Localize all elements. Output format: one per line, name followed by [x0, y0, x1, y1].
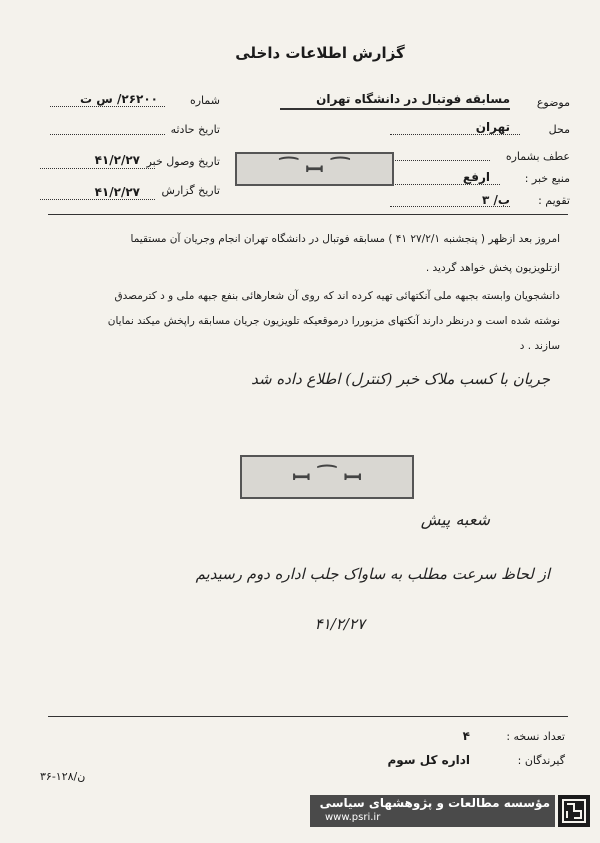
handwritten-note-4: ۴۱/۲/۲۷ [314, 615, 365, 633]
body-line-5: سازند . د [519, 340, 560, 352]
report-title: گزارش اطلاعات داخلی [235, 44, 405, 62]
number-value: ۲۶۲۰۰/ س ت [80, 92, 158, 106]
copies-value: ۴ [462, 729, 470, 743]
report-date-value: ۴۱/۲/۲۷ [94, 185, 140, 199]
handwritten-note-3: از لحاظ سرعت مطلب به ساواک جلب اداره دوم رسیدیم [195, 565, 550, 583]
handwritten-note-2: شعبه پیش [420, 510, 490, 529]
report-date-label: تاریخ گزارش [161, 184, 220, 197]
handwritten-note-1: جریان با کسب ملاک خبر (کنترل) اطلاع داده شد [251, 370, 550, 388]
receive-date-value: ۴۱/۲/۲۷ [94, 153, 140, 167]
rating-value: ب/ ۳ [482, 193, 510, 207]
copies-label: تعداد نسخه : [506, 730, 565, 743]
subject-value: مسابقه فوتبال در دانشگاه تهران [316, 92, 510, 106]
receive-date-label: تاریخ وصول خبر [146, 155, 220, 168]
ref-label: عطف بشماره [505, 150, 570, 163]
number-label: شماره [189, 94, 220, 107]
place-label: محل [548, 123, 570, 136]
recipients-label: گیرندگان : [517, 754, 565, 767]
place-value: تهران [475, 120, 510, 134]
recipients-value: اداره کل سوم [387, 753, 470, 767]
subject-label: موضوع [536, 96, 570, 109]
stamp-top: ⁀ ꟷ ⁀ [235, 152, 394, 186]
source-value: ارفع [462, 170, 490, 184]
body-line-3: دانشجویان وابسته بجبهه ملی آنکتهائی تهیه کرده اند که روی آن شعارهائی بنفع جبهه ملی و د کترمصدق [114, 290, 560, 302]
rating-label: تقویم : [538, 194, 570, 207]
institute-url: www.psri.ir [325, 812, 381, 823]
stamp-middle: ꟷ ⁀ ꟷ [240, 455, 414, 499]
incident-date-label: تاریخ حادثه [170, 123, 220, 136]
form-code: ۳۶-۱۲۸/ن [40, 770, 86, 783]
institute-logo-icon [558, 795, 590, 827]
institute-name: مؤسسه مطالعات و پژوهشهای سیاسی [319, 796, 550, 810]
body-line-1: امروز بعد ازظهر ( پنجشنبه ۲۷/۲/۱ ۴۱ ) مسابقه فوتبال در دانشگاه تهران انجام وجریان آن مستقیما [130, 233, 560, 245]
body-line-4: نوشته شده است و درنظر دارند آنکتهای مزبوررا درموقعیکه تلویزیون جریان مسابقه راپخش میکند نمایان [107, 315, 560, 327]
source-label: منبع خبر : [524, 172, 570, 185]
body-line-2: ازتلویزیون پخش خواهد گردید . [425, 262, 560, 274]
